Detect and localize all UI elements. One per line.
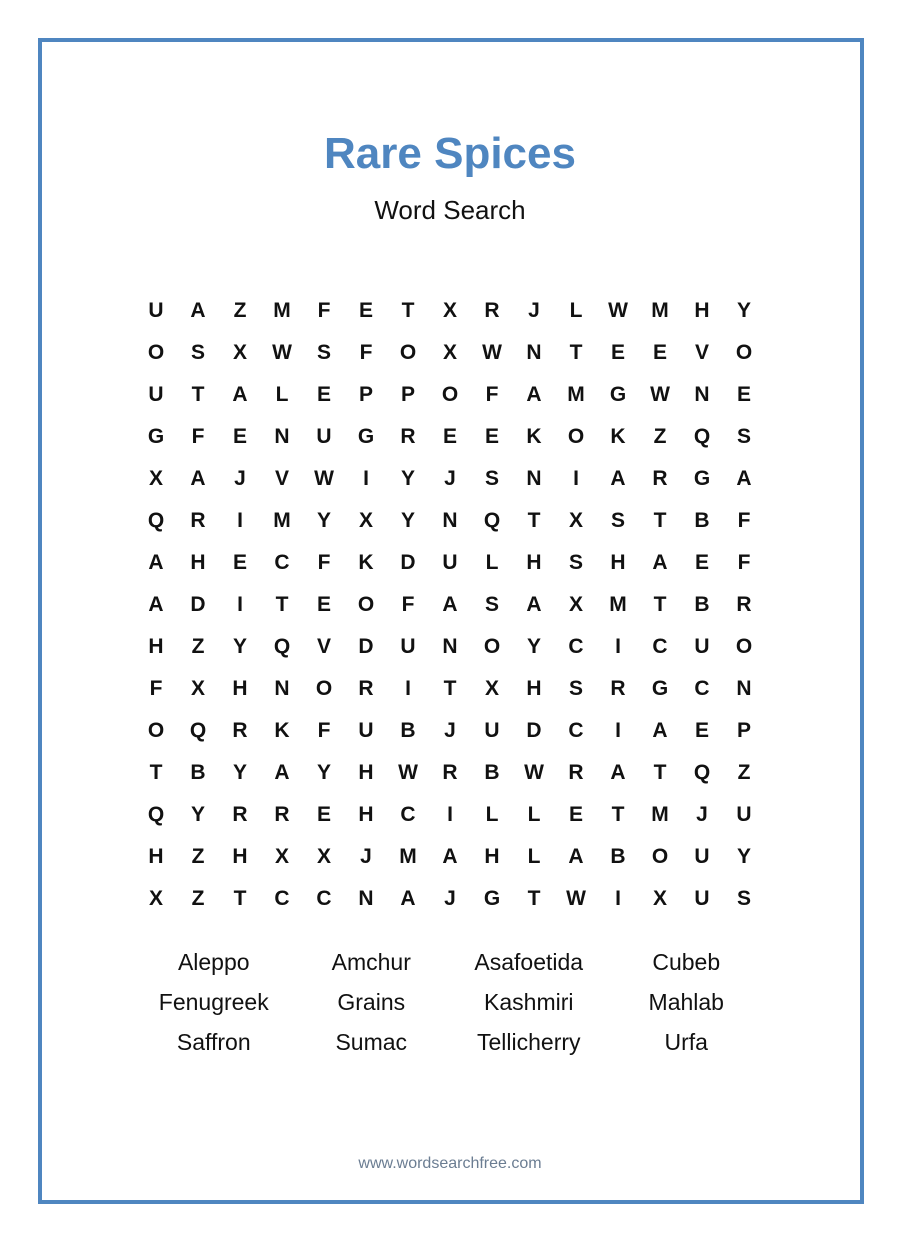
grid-cell: B	[610, 845, 626, 868]
grid-cell: U	[400, 635, 416, 658]
grid-cell: C	[274, 887, 290, 910]
grid-row	[135, 416, 765, 458]
grid-cell: G	[357, 425, 375, 448]
grid-cell: D	[358, 635, 374, 658]
letter-grid	[135, 290, 765, 920]
grid-cell: Y	[736, 299, 751, 322]
grid-cell: Z	[233, 299, 247, 322]
grid-cell: O	[399, 341, 417, 364]
grid-cell: L	[485, 551, 499, 574]
grid-cell: T	[653, 593, 667, 616]
grid-cell: W	[482, 341, 502, 364]
grid-row	[135, 500, 765, 542]
grid-cell: D	[400, 551, 416, 574]
grid-cell: J	[444, 887, 456, 910]
grid-cell: T	[569, 341, 583, 364]
grid-cell: O	[483, 635, 501, 658]
grid-cell: J	[234, 467, 246, 490]
grid-row	[135, 794, 765, 836]
grid-cell: A	[190, 467, 206, 490]
grid-cell: N	[442, 635, 458, 658]
grid-cell: G	[609, 383, 627, 406]
grid-cell: O	[567, 425, 585, 448]
grid-cell: O	[147, 719, 165, 742]
grid-cell: O	[735, 635, 753, 658]
grid-cell: S	[736, 887, 751, 910]
grid-cell: Y	[736, 845, 751, 868]
grid-cell: A	[442, 845, 458, 868]
page-subtitle: Word Search	[374, 195, 526, 225]
grid-cell: R	[400, 425, 416, 448]
grid-cell: A	[652, 551, 668, 574]
grid-cell: F	[737, 509, 751, 532]
grid-row	[135, 752, 765, 794]
grid-cell: K	[610, 425, 626, 448]
grid-cell: V	[316, 635, 331, 658]
grid-cell: U	[148, 383, 164, 406]
grid-cell: E	[358, 299, 373, 322]
grid-row	[135, 710, 765, 752]
grid-cell: C	[568, 719, 584, 742]
grid-row	[135, 290, 765, 332]
grid-cell: P	[736, 719, 751, 742]
grid-cell: G	[693, 467, 711, 490]
word-list-item: Kashmiri	[484, 989, 574, 1015]
grid-cell: S	[568, 677, 583, 700]
word-list-item: Sumac	[335, 1029, 408, 1055]
grid-cell: F	[401, 593, 415, 616]
grid-cell: E	[484, 425, 499, 448]
grid-cell: T	[653, 761, 667, 784]
grid-cell: E	[442, 425, 457, 448]
grid-cell: R	[610, 677, 626, 700]
page-title: Rare Spices	[324, 129, 576, 178]
grid-cell: A	[610, 761, 626, 784]
grid-cell: E	[316, 593, 331, 616]
grid-cell: M	[567, 383, 585, 406]
grid-row	[135, 836, 765, 878]
grid-row	[135, 458, 765, 500]
grid-cell: L	[569, 299, 583, 322]
grid-cell: T	[611, 803, 625, 826]
grid-cell: A	[232, 383, 248, 406]
grid-cell: O	[315, 677, 333, 700]
grid-cell: F	[359, 341, 373, 364]
grid-cell: S	[610, 509, 625, 532]
grid-cell: H	[526, 677, 542, 700]
grid-cell: Q	[147, 803, 165, 826]
grid-cell: V	[274, 467, 289, 490]
grid-cell: C	[652, 635, 668, 658]
grid-cell: U	[316, 425, 332, 448]
grid-cell: I	[615, 887, 621, 910]
grid-cell: S	[190, 341, 205, 364]
grid-cell: X	[190, 677, 205, 700]
grid-cell: N	[526, 467, 542, 490]
grid-cell: A	[148, 551, 164, 574]
word-list-item: Tellicherry	[476, 1029, 581, 1055]
grid-cell: R	[568, 761, 584, 784]
grid-cell: S	[316, 341, 331, 364]
grid-cell: B	[400, 719, 416, 742]
grid-cell: F	[485, 383, 499, 406]
grid-cell: E	[232, 551, 247, 574]
grid-cell: H	[232, 845, 248, 868]
grid-cell: R	[736, 593, 752, 616]
grid-cell: Q	[147, 509, 165, 532]
grid-cell: N	[736, 677, 752, 700]
grid-cell: R	[232, 719, 248, 742]
grid-cell: E	[694, 551, 709, 574]
grid-cell: B	[694, 509, 710, 532]
grid-cell: A	[526, 593, 542, 616]
grid-cell: Q	[693, 761, 711, 784]
grid-row	[135, 878, 765, 920]
grid-cell: U	[694, 635, 710, 658]
grid-cell: E	[694, 719, 709, 742]
grid-cell: U	[148, 299, 164, 322]
grid-cell: A	[442, 593, 458, 616]
grid-row	[135, 542, 765, 584]
footer-url: www.wordsearchfree.com	[358, 1155, 542, 1172]
grid-cell: R	[232, 803, 248, 826]
grid-cell: A	[526, 383, 542, 406]
grid-cell: A	[400, 887, 416, 910]
grid-cell: I	[615, 635, 621, 658]
grid-cell: C	[568, 635, 584, 658]
grid-cell: S	[484, 593, 499, 616]
grid-cell: X	[568, 593, 583, 616]
grid-cell: U	[484, 719, 500, 742]
grid-cell: B	[190, 761, 206, 784]
grid-cell: P	[400, 383, 415, 406]
grid-cell: H	[190, 551, 206, 574]
word-list-item: Aleppo	[177, 949, 250, 975]
grid-cell: H	[232, 677, 248, 700]
grid-cell: I	[447, 803, 453, 826]
grid-cell: X	[316, 845, 331, 868]
grid-cell: I	[405, 677, 411, 700]
grid-cell: S	[484, 467, 499, 490]
grid-cell: I	[615, 719, 621, 742]
grid-cell: T	[233, 887, 247, 910]
grid-cell: T	[527, 887, 541, 910]
grid-cell: F	[191, 425, 205, 448]
grid-cell: Y	[400, 509, 415, 532]
grid-cell: I	[573, 467, 579, 490]
grid-cell: O	[441, 383, 459, 406]
grid-cell: T	[191, 383, 205, 406]
grid-cell: W	[398, 761, 418, 784]
grid-cell: W	[524, 761, 544, 784]
word-list-item: Urfa	[664, 1029, 708, 1055]
grid-cell: S	[736, 425, 751, 448]
grid-cell: B	[484, 761, 500, 784]
grid-cell: C	[694, 677, 710, 700]
grid-cell: R	[442, 761, 458, 784]
grid-cell: M	[651, 803, 669, 826]
grid-cell: Y	[316, 509, 331, 532]
grid-cell: E	[652, 341, 667, 364]
grid-cell: A	[148, 593, 164, 616]
grid-cell: W	[608, 299, 628, 322]
grid-cell: J	[444, 467, 456, 490]
grid-row	[135, 332, 765, 374]
grid-cell: T	[527, 509, 541, 532]
grid-cell: X	[442, 299, 457, 322]
grid-cell: J	[528, 299, 540, 322]
grid-cell: H	[148, 635, 164, 658]
grid-row	[135, 374, 765, 416]
grid-cell: V	[694, 341, 709, 364]
grid-cell: A	[610, 467, 626, 490]
word-list-item: Amchur	[331, 949, 411, 975]
grid-cell: Z	[191, 635, 205, 658]
grid-cell: W	[272, 341, 292, 364]
grid-cell: Z	[737, 761, 751, 784]
grid-cell: R	[358, 677, 374, 700]
grid-cell: L	[485, 803, 499, 826]
grid-cell: B	[694, 593, 710, 616]
grid-cell: C	[274, 551, 290, 574]
grid-cell: Z	[191, 887, 205, 910]
grid-cell: E	[610, 341, 625, 364]
grid-cell: A	[736, 467, 752, 490]
grid-cell: Z	[191, 845, 205, 868]
grid-cell: X	[652, 887, 667, 910]
grid-cell: C	[400, 803, 416, 826]
grid-cell: H	[484, 845, 500, 868]
grid-cell: K	[526, 425, 542, 448]
grid-cell: G	[483, 887, 501, 910]
grid-cell: M	[651, 299, 669, 322]
grid-cell: M	[609, 593, 627, 616]
grid-cell: G	[651, 677, 669, 700]
grid-cell: K	[358, 551, 374, 574]
grid-cell: F	[317, 551, 331, 574]
grid-cell: I	[363, 467, 369, 490]
grid-cell: O	[147, 341, 165, 364]
word-list-item: Grains	[337, 989, 406, 1015]
grid-cell: I	[237, 509, 243, 532]
grid-cell: X	[484, 677, 499, 700]
grid-cell: Q	[273, 635, 291, 658]
grid-cell: T	[149, 761, 163, 784]
grid-cell: T	[275, 593, 289, 616]
grid-cell: Y	[316, 761, 331, 784]
grid-cell: E	[568, 803, 583, 826]
grid-cell: N	[694, 383, 710, 406]
grid-cell: K	[274, 719, 290, 742]
grid-cell: R	[190, 509, 206, 532]
grid-cell: I	[237, 593, 243, 616]
grid-cell: X	[568, 509, 583, 532]
grid-cell: R	[484, 299, 500, 322]
grid-cell: O	[735, 341, 753, 364]
grid-cell: W	[566, 887, 586, 910]
grid-cell: N	[274, 677, 290, 700]
grid-row	[135, 626, 765, 668]
grid-cell: A	[274, 761, 290, 784]
grid-cell: J	[444, 719, 456, 742]
word-list-item: Mahlab	[648, 989, 724, 1015]
grid-row	[135, 668, 765, 710]
grid-cell: A	[568, 845, 584, 868]
grid-cell: X	[274, 845, 289, 868]
grid-cell: F	[317, 719, 331, 742]
grid-cell: D	[190, 593, 206, 616]
grid-cell: S	[568, 551, 583, 574]
grid-cell: W	[650, 383, 670, 406]
grid-cell: U	[442, 551, 458, 574]
grid-cell: X	[232, 341, 247, 364]
grid-cell: R	[652, 467, 668, 490]
grid-cell: D	[526, 719, 542, 742]
grid-cell: Y	[232, 761, 247, 784]
grid-cell: H	[694, 299, 710, 322]
grid-cell: L	[527, 803, 541, 826]
grid-cell: X	[148, 467, 163, 490]
word-list-item: Fenugreek	[158, 989, 269, 1015]
grid-cell: G	[147, 425, 165, 448]
grid-cell: E	[316, 803, 331, 826]
grid-cell: Y	[232, 635, 247, 658]
grid-cell: A	[190, 299, 206, 322]
grid-row	[135, 584, 765, 626]
grid-cell: P	[358, 383, 373, 406]
grid-cell: U	[694, 887, 710, 910]
grid-cell: N	[526, 341, 542, 364]
grid-cell: H	[526, 551, 542, 574]
grid-cell: U	[736, 803, 752, 826]
grid-cell: A	[652, 719, 668, 742]
grid-cell: Q	[189, 719, 207, 742]
grid-cell: X	[148, 887, 163, 910]
grid-cell: J	[360, 845, 372, 868]
word-list-item: Saffron	[176, 1029, 251, 1055]
grid-cell: H	[610, 551, 626, 574]
grid-cell: Y	[526, 635, 541, 658]
grid-cell: Q	[483, 509, 501, 532]
grid-cell: Y	[400, 467, 415, 490]
word-list-item: Asafoetida	[474, 949, 584, 975]
grid-cell: E	[232, 425, 247, 448]
grid-cell: N	[442, 509, 458, 532]
grid-cell: H	[358, 761, 374, 784]
grid-cell: E	[316, 383, 331, 406]
grid-cell: Z	[653, 425, 667, 448]
grid-cell: H	[358, 803, 374, 826]
grid-cell: L	[275, 383, 289, 406]
grid-cell: X	[358, 509, 373, 532]
grid-cell: M	[273, 509, 291, 532]
grid-cell: T	[653, 509, 667, 532]
grid-cell: F	[317, 299, 331, 322]
grid-cell: L	[527, 845, 541, 868]
grid-cell: N	[274, 425, 290, 448]
grid-cell: T	[401, 299, 415, 322]
grid-cell: W	[314, 467, 334, 490]
grid-cell: E	[736, 383, 751, 406]
grid-cell: H	[148, 845, 164, 868]
word-list-item: Cubeb	[652, 949, 721, 975]
grid-cell: Y	[190, 803, 205, 826]
grid-cell: T	[443, 677, 457, 700]
grid-cell: O	[651, 845, 669, 868]
grid-cell: R	[274, 803, 290, 826]
grid-cell: M	[399, 845, 417, 868]
grid-cell: F	[737, 551, 751, 574]
grid-cell: X	[442, 341, 457, 364]
grid-cell: N	[358, 887, 374, 910]
grid-cell: J	[696, 803, 708, 826]
grid-cell: F	[149, 677, 163, 700]
grid-cell: M	[273, 299, 291, 322]
grid-cell: Q	[693, 425, 711, 448]
grid-cell: U	[694, 845, 710, 868]
grid-cell: U	[358, 719, 374, 742]
grid-cell: O	[357, 593, 375, 616]
grid-cell: C	[316, 887, 332, 910]
word-list	[135, 942, 765, 1062]
